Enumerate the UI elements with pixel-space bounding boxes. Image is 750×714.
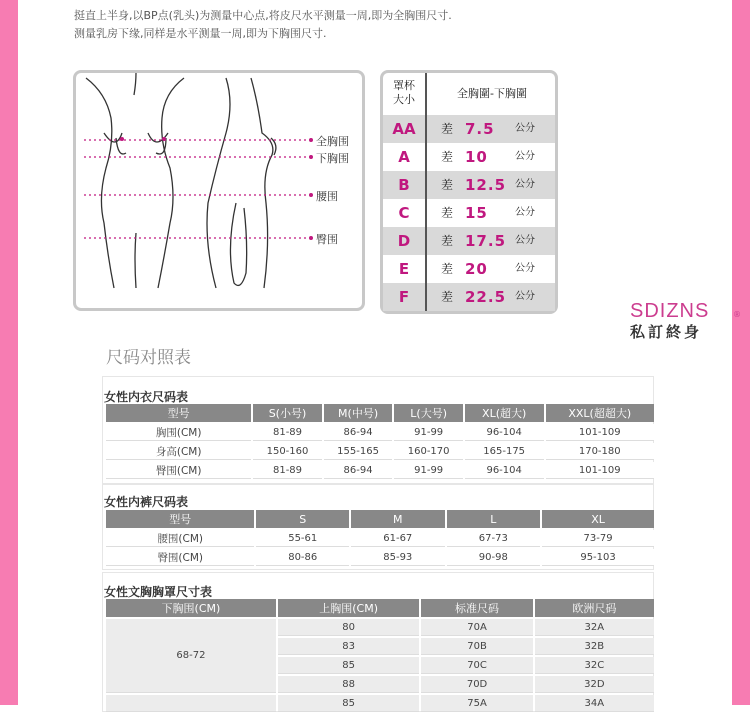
table-cell: 80-86 xyxy=(256,549,349,566)
label-hip: 臀围 xyxy=(316,233,338,246)
cup-row xyxy=(383,143,555,171)
table-row xyxy=(106,695,654,712)
table-cell: 70D xyxy=(421,676,532,693)
label-under-bust: 下胸围 xyxy=(316,152,349,165)
table-cell: 86-94 xyxy=(324,462,393,479)
row-label: 身高(CM) xyxy=(106,443,251,460)
table-cell: 61-67 xyxy=(351,530,445,547)
row-label: 腰围(CM) xyxy=(106,530,254,547)
diff-unit: 公分 xyxy=(515,123,535,134)
cup-letter: B xyxy=(383,171,427,199)
table-cell: 70C xyxy=(421,657,532,674)
diff-unit: 公分 xyxy=(515,207,535,218)
header-cell: M(中号) xyxy=(324,404,393,422)
label-waist: 腰围 xyxy=(316,190,338,203)
row-label: 臀围(CM) xyxy=(106,462,251,479)
table-cell: 155-165 xyxy=(324,443,393,460)
diff-unit: 公分 xyxy=(515,151,535,162)
cup-header-line-1: 罩杯 xyxy=(393,79,415,92)
table-cell: 81-89 xyxy=(253,424,321,441)
header-cell: XL xyxy=(542,510,654,528)
table-cell: 85 xyxy=(278,695,420,712)
table-cell: 81-89 xyxy=(253,462,321,479)
header-cell: 欧洲尺码 xyxy=(535,599,654,617)
header-cell: S(小号) xyxy=(253,404,321,422)
panties-size-table xyxy=(104,508,656,568)
table-cell: 165-175 xyxy=(465,443,544,460)
table-cell: 85-93 xyxy=(351,549,445,566)
table-cell: 55-61 xyxy=(256,530,349,547)
diff-header-cell: 全胸圍-下胸圍 xyxy=(457,87,527,100)
table-cell: 91-99 xyxy=(394,462,462,479)
diff-prefix: 差 xyxy=(441,122,454,136)
intro-line-1: 挺直上半身,以BP点(乳头)为测量中心点,将皮尺水平测量一周,即为全胸围尺寸. xyxy=(74,9,452,22)
table-header-row xyxy=(106,404,654,422)
cup-letter: AA xyxy=(383,115,427,143)
diff-prefix: 差 xyxy=(441,150,454,164)
diff-value: 10 xyxy=(465,148,488,166)
diff-value: 7.5 xyxy=(465,120,495,138)
right-pink-border xyxy=(732,0,750,705)
table-cell: 160-170 xyxy=(394,443,462,460)
table-row xyxy=(106,443,654,460)
cup-row xyxy=(383,227,555,255)
table-row xyxy=(106,619,654,636)
table-cell: 83 xyxy=(278,638,420,655)
logo-latin: SDIZNS xyxy=(630,300,710,322)
table-cell: 70A xyxy=(421,619,532,636)
cup-row xyxy=(383,255,555,283)
table-row xyxy=(106,549,654,566)
table-cell: 86-94 xyxy=(324,424,393,441)
table-cell: 75A xyxy=(421,695,532,712)
header-cell: L(大号) xyxy=(394,404,462,422)
diff-prefix: 差 xyxy=(441,290,454,304)
cup-row xyxy=(383,171,555,199)
diff-prefix: 差 xyxy=(441,206,454,220)
table-cell: 96-104 xyxy=(465,462,544,479)
diff-unit: 公分 xyxy=(515,235,535,246)
diff-prefix: 差 xyxy=(441,234,454,248)
size-chart-title: 尺码对照表 xyxy=(106,348,191,368)
table-cell: 150-160 xyxy=(253,443,321,460)
table-cell: 34A xyxy=(535,695,654,712)
diff-value: 20 xyxy=(465,260,488,278)
table-cell: 70B xyxy=(421,638,532,655)
table-cell: 88 xyxy=(278,676,420,693)
underwear-size-table xyxy=(104,402,656,481)
table-row xyxy=(106,424,654,441)
under-bust-cell: 68-72 xyxy=(106,619,276,693)
table-row xyxy=(106,530,654,547)
table-cell: 67-73 xyxy=(447,530,541,547)
underwear-table-title: 女性内衣尺码表 xyxy=(104,390,189,404)
table-cell: 170-180 xyxy=(546,443,655,460)
diff-unit: 公分 xyxy=(515,263,535,274)
diff-value: 17.5 xyxy=(465,232,507,250)
diff-unit: 公分 xyxy=(515,291,535,302)
diff-value: 15 xyxy=(465,204,488,222)
header-cell: 型号 xyxy=(106,510,254,528)
cup-row xyxy=(383,115,555,143)
header-cell: XXL(超超大) xyxy=(546,404,655,422)
table-cell: 32A xyxy=(535,619,654,636)
table-cell: 101-109 xyxy=(546,462,655,479)
cup-letter: D xyxy=(383,227,427,255)
header-cell: 下胸围(CM) xyxy=(106,599,276,617)
label-full-bust: 全胸围 xyxy=(316,135,349,148)
row-label: 胸围(CM) xyxy=(106,424,251,441)
header-cell: M xyxy=(351,510,445,528)
table-cell: 32D xyxy=(535,676,654,693)
bra-size-table xyxy=(104,597,656,714)
under-bust-cell xyxy=(106,695,276,712)
cup-letter: C xyxy=(383,199,427,227)
table-row xyxy=(106,462,654,479)
diff-prefix: 差 xyxy=(441,262,454,276)
cup-letter: A xyxy=(383,143,427,171)
table-cell: 80 xyxy=(278,619,420,636)
cup-header-line-2: 大小 xyxy=(393,93,415,106)
diff-unit: 公分 xyxy=(515,179,535,190)
row-label: 臀围(CM) xyxy=(106,549,254,566)
table-header-row xyxy=(106,510,654,528)
header-cell: L xyxy=(447,510,541,528)
table-cell: 73-79 xyxy=(542,530,654,547)
table-cell: 32C xyxy=(535,657,654,674)
panties-table-title: 女性内裤尺码表 xyxy=(104,495,189,509)
brand-logo xyxy=(630,300,740,342)
cup-row xyxy=(383,199,555,227)
cup-letter: E xyxy=(383,255,427,283)
left-pink-border xyxy=(0,0,18,705)
diff-value: 12.5 xyxy=(465,176,507,194)
cup-table-header xyxy=(383,73,555,115)
table-cell: 96-104 xyxy=(465,424,544,441)
header-cell: 型号 xyxy=(106,404,251,422)
body-measurement-figure xyxy=(73,70,365,311)
cup-size-table xyxy=(380,70,558,314)
table-cell: 85 xyxy=(278,657,420,674)
page-content xyxy=(18,0,741,709)
logo-registered-mark: ® xyxy=(733,310,741,319)
header-cell: S xyxy=(256,510,349,528)
header-cell: XL(超大) xyxy=(465,404,544,422)
table-cell: 91-99 xyxy=(394,424,462,441)
diff-prefix: 差 xyxy=(441,178,454,192)
header-cell: 上胸围(CM) xyxy=(278,599,420,617)
table-cell: 95-103 xyxy=(542,549,654,566)
logo-chinese: 私訂終身 xyxy=(630,323,703,341)
bra-table-title: 女性文胸胸罩尺寸表 xyxy=(104,585,213,599)
table-header-row xyxy=(106,599,654,617)
intro-line-2: 测量乳房下缘,同样是水平测量一周,即为下胸围尺寸. xyxy=(74,27,327,40)
diff-value: 22.5 xyxy=(465,288,507,306)
cup-header-cell xyxy=(383,73,427,115)
cup-letter: F xyxy=(383,283,427,311)
header-cell: 标准尺码 xyxy=(421,599,532,617)
table-cell: 32B xyxy=(535,638,654,655)
cup-row xyxy=(383,283,555,311)
table-cell: 101-109 xyxy=(546,424,655,441)
table-cell: 90-98 xyxy=(447,549,541,566)
